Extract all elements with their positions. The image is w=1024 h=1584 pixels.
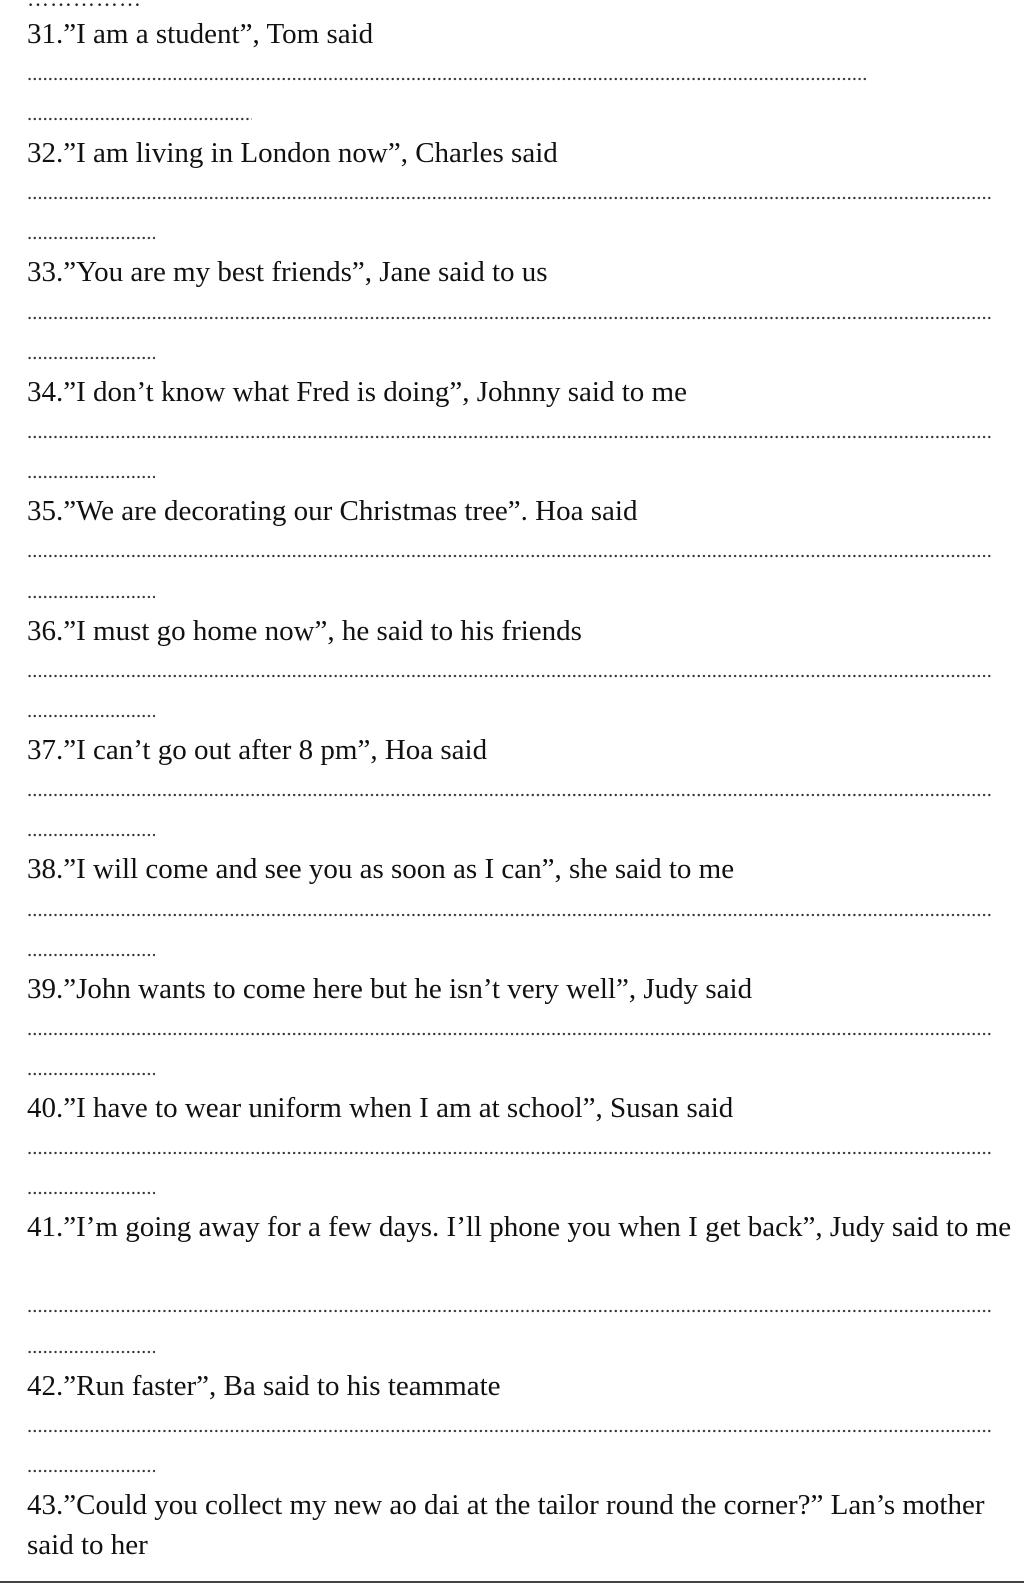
question-text: ”John wants to come here but he isn’t very well”, Judy said xyxy=(63,973,753,1005)
answer-line[interactable] xyxy=(27,434,992,440)
question-34 xyxy=(27,372,1012,412)
question-number: 31. xyxy=(27,18,64,50)
question-text: ”I will come and see you as soon as I can”, she said to me xyxy=(63,853,735,885)
answer-line[interactable] xyxy=(27,673,992,679)
answer-line[interactable] xyxy=(27,1428,992,1434)
question-37 xyxy=(27,730,1012,770)
answer-line[interactable] xyxy=(27,1308,992,1314)
question-text: ”Run faster”, Ba said to his teammate xyxy=(63,1370,501,1402)
answer-line-continuation[interactable] xyxy=(27,594,155,600)
answer-line-continuation[interactable] xyxy=(27,116,252,122)
answer-line[interactable] xyxy=(27,792,992,798)
answer-line[interactable] xyxy=(27,1150,992,1156)
answer-line-continuation[interactable] xyxy=(27,1349,155,1355)
question-36 xyxy=(27,611,1012,651)
answer-line[interactable] xyxy=(27,195,992,201)
question-number: 32. xyxy=(27,137,64,169)
question-number: 34. xyxy=(27,376,64,408)
question-38 xyxy=(27,849,1012,889)
answer-line-continuation[interactable] xyxy=(27,1468,155,1474)
question-text: ”We are decorating our Christmas tree”. Hoa said xyxy=(63,495,638,527)
answer-line-continuation[interactable] xyxy=(27,235,155,241)
page-bottom-border xyxy=(0,1581,1024,1583)
question-text: ”I have to wear uniform when I am at school”, Susan said xyxy=(63,1092,734,1124)
answer-line[interactable] xyxy=(27,1031,992,1037)
answer-line-continuation[interactable] xyxy=(27,713,155,719)
question-33 xyxy=(27,252,1012,292)
answer-line-continuation[interactable] xyxy=(27,355,155,361)
question-number: 35. xyxy=(27,495,64,527)
question-39 xyxy=(27,969,1012,1009)
question-number: 38. xyxy=(27,853,64,885)
question-number: 41. xyxy=(27,1211,64,1243)
question-text: ”I can’t go out after 8 pm”, Hoa said xyxy=(63,734,488,766)
answer-line[interactable] xyxy=(27,553,992,559)
answer-line-continuation[interactable] xyxy=(27,1071,155,1077)
question-number: 36. xyxy=(27,615,64,647)
question-41 xyxy=(27,1207,1012,1247)
question-42 xyxy=(27,1366,1012,1406)
question-text: ”Could you collect my new ao dai at the tailor round the corner?” Lan’s mother said to her xyxy=(27,1489,985,1561)
question-text: ”I am a student”, Tom said xyxy=(63,18,374,50)
question-number: 39. xyxy=(27,973,64,1005)
answer-line[interactable] xyxy=(27,315,992,321)
answer-line-continuation[interactable] xyxy=(27,1190,155,1196)
question-text: ”You are my best friends”, Jane said to us xyxy=(63,256,548,288)
question-number: 43. xyxy=(27,1489,64,1521)
answer-line[interactable] xyxy=(27,76,867,82)
question-number: 37. xyxy=(27,734,64,766)
question-text: ”I am living in London now”, Charles said xyxy=(63,137,558,169)
answer-line[interactable] xyxy=(27,912,992,918)
answer-line-continuation[interactable] xyxy=(27,952,155,958)
question-text: ”I must go home now”, he said to his friends xyxy=(63,615,582,647)
question-text: ”I’m going away for a few days. I’ll phone you when I get back”, Judy said to me xyxy=(63,1211,1012,1243)
question-32 xyxy=(27,133,1012,173)
question-31 xyxy=(27,14,1012,54)
question-number: 42. xyxy=(27,1370,64,1402)
question-35 xyxy=(27,491,1012,531)
question-number: 40. xyxy=(27,1092,64,1124)
answer-line-continuation[interactable] xyxy=(27,832,155,838)
question-43 xyxy=(27,1485,1012,1565)
top-answer-line-fragment xyxy=(27,0,142,12)
question-40 xyxy=(27,1088,1012,1128)
question-number: 33. xyxy=(27,256,64,288)
question-text: ”I don’t know what Fred is doing”, Johnny said to me xyxy=(63,376,687,408)
answer-line-continuation[interactable] xyxy=(27,474,155,480)
